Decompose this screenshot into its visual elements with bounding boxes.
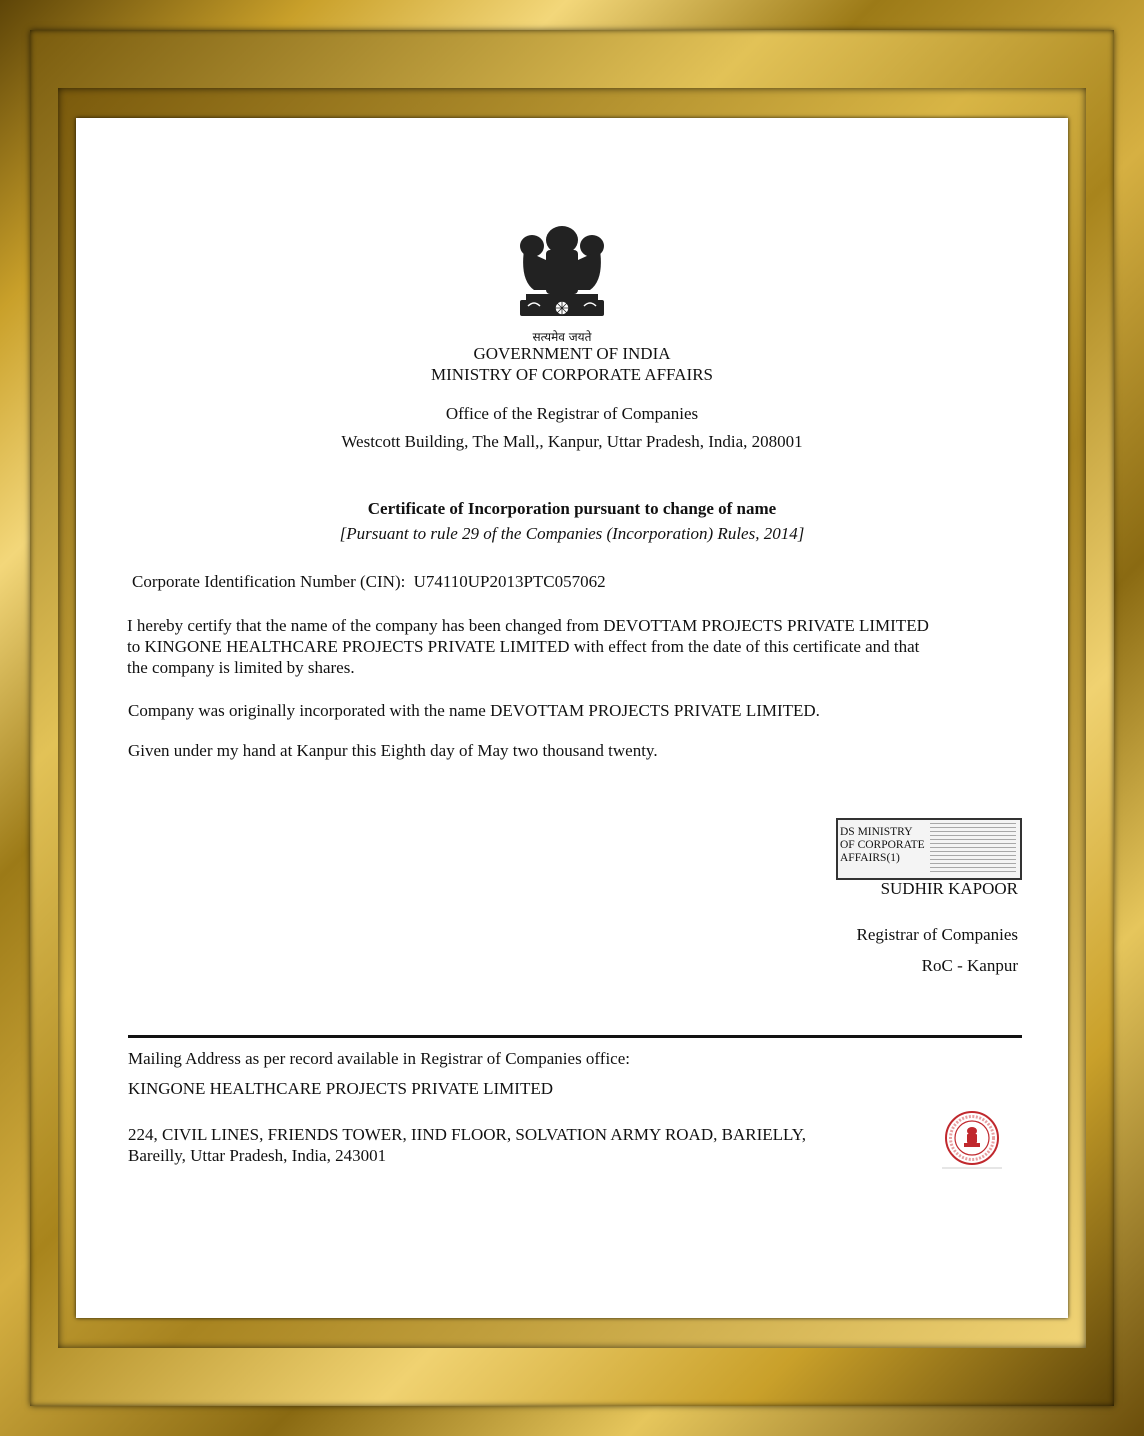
- certification-paragraph: [127, 615, 1027, 678]
- digital-signature-details: [930, 823, 1016, 873]
- mailing-address-line-1: 224, CIVIL LINES, FRIENDS TOWER, IIND FLOOR, SOLVATION ARMY ROAD, BARIELLY,: [128, 1125, 807, 1144]
- ds-line-3: AFFAIRS(1): [840, 852, 900, 864]
- signatory-designation: Registrar of Companies: [856, 925, 1018, 944]
- mailing-address: [128, 1124, 928, 1166]
- divider-line: [128, 1035, 1022, 1038]
- cin-row: [132, 571, 932, 592]
- signatory-office: RoC - Kanpur: [921, 956, 1018, 975]
- emblem-motto: सत्यमेव जयते: [532, 330, 592, 344]
- ds-line-2: OF CORPORATE: [840, 839, 925, 851]
- ds-line-1: DS MINISTRY: [840, 826, 913, 838]
- given-under-hand-paragraph: Given under my hand at Kanpur this Eighth day of May two thousand twenty.: [128, 741, 658, 760]
- digital-signature-box: [836, 818, 1022, 880]
- digital-signature-label: [840, 826, 930, 865]
- certification-line-1: I hereby certify that the name of the company has been changed from DEVOTTAM PROJECTS PRIVATE LIMITED: [127, 616, 929, 635]
- original-name-paragraph: Company was originally incorporated with the name DEVOTTAM PROJECTS PRIVATE LIMITED.: [128, 701, 820, 720]
- registrar-office: Office of the Registrar of Companies: [445, 404, 699, 423]
- mailing-address-line-2: Bareilly, Uttar Pradesh, India, 243001: [128, 1146, 387, 1165]
- government-heading: GOVERNMENT OF INDIA: [473, 344, 671, 363]
- certification-line-3: the company is limited by shares.: [127, 658, 355, 677]
- national-emblem-icon: [500, 220, 624, 344]
- mailing-company-name: KINGONE HEALTHCARE PROJECTS PRIVATE LIMITED: [128, 1079, 554, 1098]
- registrar-address: Westcott Building, The Mall,, Kanpur, Uttar Pradesh, India, 208001: [341, 432, 803, 451]
- cin-label: Corporate Identification Number (CIN):: [132, 572, 406, 591]
- certification-line-2: to KINGONE HEALTHCARE PROJECTS PRIVATE LIMITED with effect from the date of this certificate and that: [127, 637, 920, 656]
- mailing-address-label: Mailing Address as per record available in Registrar of Companies office:: [128, 1049, 630, 1068]
- certificate-title: Certificate of Incorporation pursuant to change of name: [367, 499, 777, 518]
- certificate-subtitle: [Pursuant to rule 29 of the Companies (Incorporation) Rules, 2014]: [339, 524, 805, 543]
- ministry-heading: MINISTRY OF CORPORATE AFFAIRS: [431, 365, 713, 384]
- certificate-paper: [76, 118, 1068, 1318]
- cin-value: U74110UP2013PTC057062: [413, 572, 606, 591]
- roc-seal-icon: [942, 1110, 1002, 1170]
- signatory-name: SUDHIR KAPOOR: [880, 879, 1018, 898]
